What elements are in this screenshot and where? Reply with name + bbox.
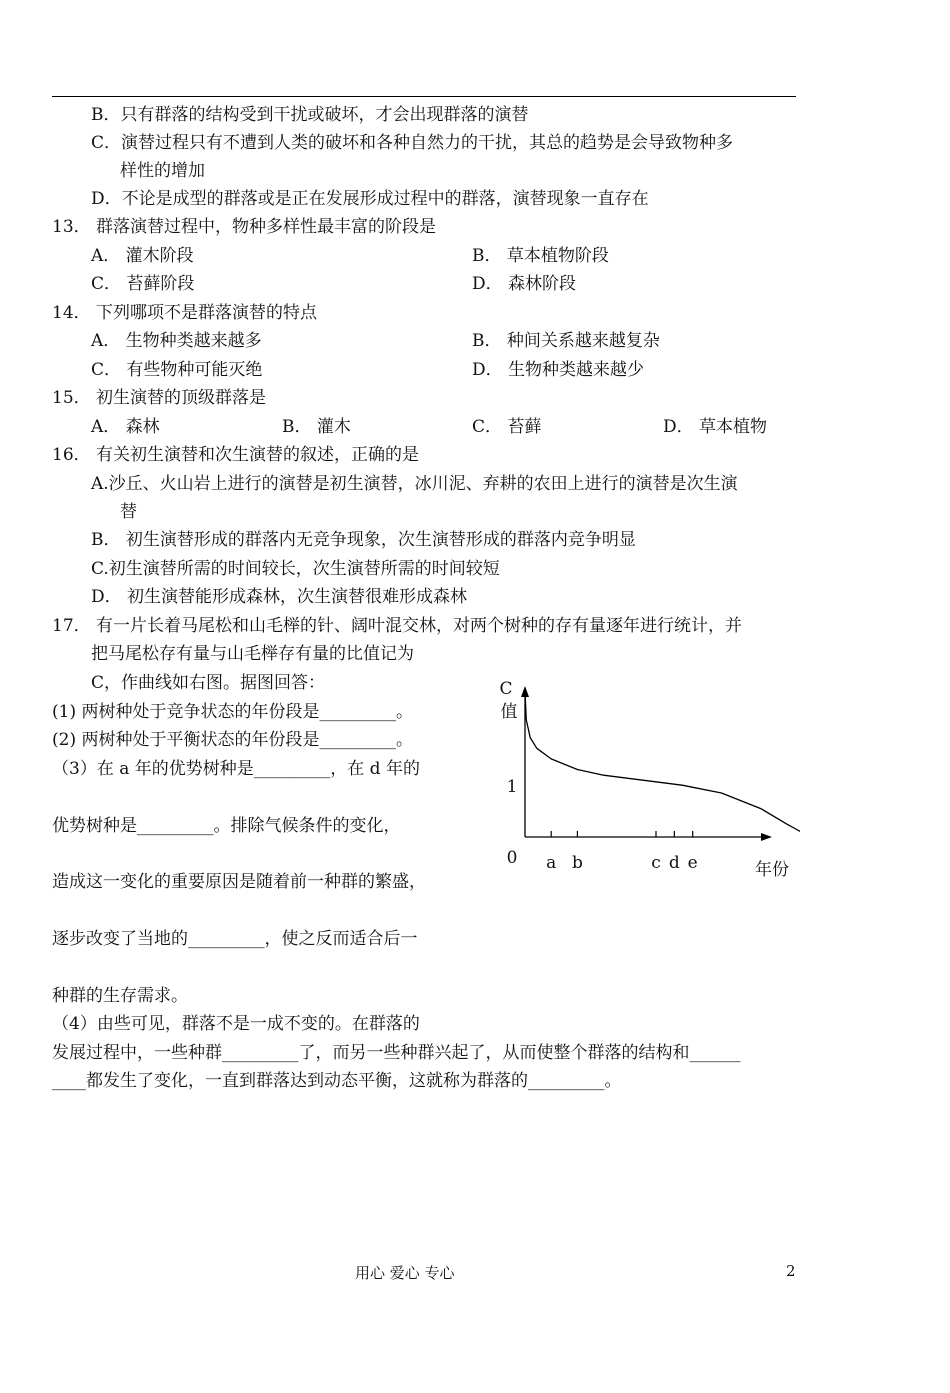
q16-option-c: C.初生演替所需的时间较长，次生演替所需的时间较短 xyxy=(91,559,500,579)
x-tick-label: b xyxy=(571,853,583,873)
q12-option-b: B．只有群落的结构受到干扰或破坏，才会出现群落的演替 xyxy=(91,105,529,125)
q17-part-3-cont-3: 逐步改变了当地的_________，使之反而适合后一 xyxy=(52,929,418,949)
x-axis-label: 年份 xyxy=(755,860,789,880)
q17-part-1: (1) 两树种处于竞争状态的年份段是_________。 xyxy=(52,702,413,722)
x-tick-label: d xyxy=(668,853,680,873)
q15-option-c: C． 苔藓 xyxy=(472,417,542,437)
q15-stem: 15． 初生演替的顶级群落是 xyxy=(52,388,267,408)
q14-option-c: C． 有些物种可能灭绝 xyxy=(91,360,263,380)
q12-option-c-cont: 样性的增加 xyxy=(120,161,205,181)
q14-option-a: A． 生物种类越来越多 xyxy=(91,331,262,351)
q13-option-d: D． 森林阶段 xyxy=(472,274,577,294)
q17-part-4-cont: 发展过程中，一些种群_________了，而另一些种群兴起了，从而使整个群落的结构和______ xyxy=(52,1043,741,1063)
q17-stem-cont-2: C，作曲线如右图。据图回答： xyxy=(91,673,326,693)
q15-option-b: B． 灌木 xyxy=(282,417,351,437)
q17-part-3-cont-2: 造成这一变化的重要原因是随着前一种群的繁盛， xyxy=(52,872,426,892)
q14-stem: 14． 下列哪项不是群落演替的特点 xyxy=(52,303,318,323)
y-axis-label-2: 值 xyxy=(500,702,518,722)
q12-option-d: D．不论是成型的群落或是正在发展形成过程中的群落，演替现象一直存在 xyxy=(91,189,649,209)
q17-part-2: (2) 两树种处于平衡状态的年份段是_________。 xyxy=(52,730,413,750)
q16-stem: 16． 有关初生演替和次生演替的叙述，正确的是 xyxy=(52,445,420,465)
q16-option-a: A.沙丘、火山岩上进行的演替是初生演替，冰川泥、弃耕的农田上进行的演替是次生演 xyxy=(91,474,738,494)
q17-part-4: （4）由些可见，群落不是一成不变的。在群落的 xyxy=(52,1014,420,1034)
q16-option-b: B． 初生演替形成的群落内无竞争现象，次生演替形成的群落内竞争明显 xyxy=(91,530,636,550)
c-value-chart xyxy=(490,670,800,885)
q16-option-d: D． 初生演替能形成森林，次生演替很难形成森林 xyxy=(91,587,468,607)
c-value-line xyxy=(525,692,800,835)
q17-part-3-cont-4: 种群的生存需求。 xyxy=(52,986,188,1006)
y-axis-label: C xyxy=(499,679,513,699)
q12-option-c: C．演替过程只有不遭到人类的破坏和各种自然力的干扰，其总的趋势是会导致物种多 xyxy=(91,133,734,153)
x-tick-label: e xyxy=(687,853,698,873)
q17-part-3: （3）在 a 年的优势树种是_________，在 d 年的 xyxy=(52,759,420,779)
q16-option-a-cont: 替 xyxy=(120,502,137,522)
y-tick-label: 1 xyxy=(506,777,518,797)
q17-part-4-cont-2: ____都发生了变化，一直到群落达到动态平衡，这就称为群落的_________。 xyxy=(52,1071,622,1091)
q13-option-a: A． 灌木阶段 xyxy=(91,246,194,266)
header-rule xyxy=(52,96,796,97)
q13-stem: 13． 群落演替过程中，物种多样性最丰富的阶段是 xyxy=(52,217,437,237)
x-tick-label: a xyxy=(546,853,557,873)
origin-label: 0 xyxy=(506,848,518,868)
q13-option-b: B． 草本植物阶段 xyxy=(472,246,609,266)
x-axis-arrow xyxy=(761,833,772,841)
x-tick-label: c xyxy=(651,853,661,873)
q17-part-3-cont: 优势树种是_________。排除气候条件的变化， xyxy=(52,816,401,836)
footer-text: 用心 爱心 专心 xyxy=(355,1264,455,1282)
q17-stem: 17． 有一片长着马尾松和山毛榉的针、阔叶混交林，对两个树种的存有量逐年进行统计，并 xyxy=(52,616,743,636)
q15-option-d: D． 草本植物 xyxy=(663,417,768,437)
q14-option-b: B． 种间关系越来越复杂 xyxy=(472,331,660,351)
page-number: 2 xyxy=(786,1262,796,1280)
q14-option-d: D． 生物种类越来越少 xyxy=(472,360,645,380)
q13-option-c: C． 苔藓阶段 xyxy=(91,274,195,294)
q17-stem-cont: 把马尾松存有量与山毛榉存有量的比值记为 xyxy=(91,644,414,664)
q15-option-a: A． 森林 xyxy=(91,417,160,437)
